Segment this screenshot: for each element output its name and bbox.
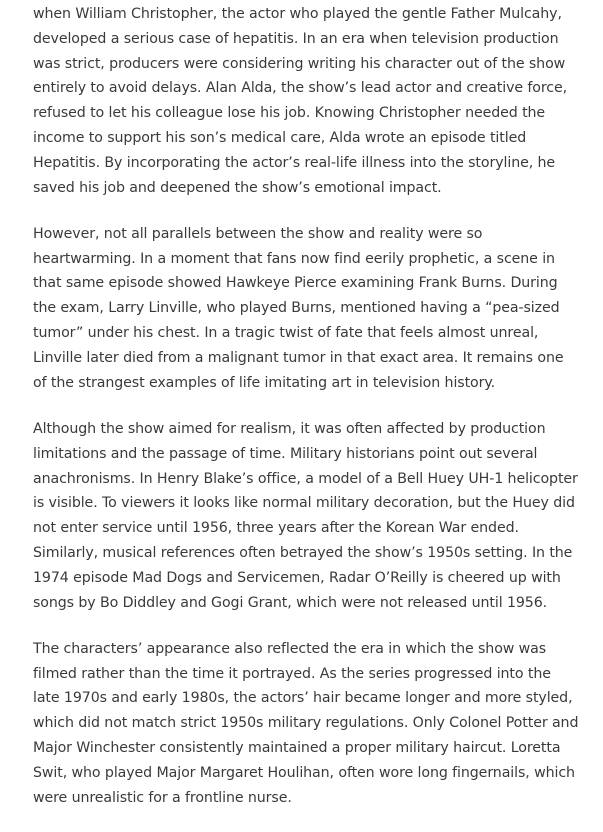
paragraph-anachronisms: Although the show aimed for realism, it was often affected by production limitations and the passage of time. Military historians point out several anachronisms. In Henry Blake’s office, a model of a Bell Huey UH-1 helicopter is visible. To viewers it looks like normal military decoration, but the Huey did not enter service until 1956, three years after the Korean War ended. Similarly, musical references often betrayed the show’s 1950s setting. In the 1974 episode Mad Dogs and Servicemen, Radar O’Reilly is cheered up with songs by Bo Diddley and Gogi Grant, which were not released until 1956. [33,420,578,611]
paragraph-appearance: The characters’ appearance also reflected the era in which the show was filmed rather than the time it portrayed. As the series progressed into the late 1970s and early 1980s, the actors’ hair became longer and more styled, which did not match strict 1950s military regulations. Only Colonel Potter and Major Winchester consistently maintained a proper military haircut. Loretta Swit, who played Major Margaret Houlihan, often wore long fingernails, which were unrealistic for a frontline nurse. [33,640,579,806]
paragraph-tumor: However, not all parallels between the show and reality were so heartwarming. In a moment that fans now find eerily prophetic, a scene in that same episode showed Hawkeye Pierce examining Frank Burns. During the exam, Larry Linville, who played Burns, mentioned having a “pea-sized tumor” under his chest. In a tragic twist of fate that feels almost unreal, Linville later died from a malignant tumor in that exact area. It remains one of the strangest examples of life imitating art in television history. [33,225,564,391]
paragraph-hepatitis: when William Christopher, the actor who played the gentle Father Mulcahy, developed a serious case of hepatitis. In an era when television production was strict, producers were considering writing his character out of the show entirely to avoid delays. Alan Alda, the show’s lead actor and creative force, refused to let his colleague lose his job. Knowing Christopher needed the income to support his son’s medical care, Alda wrote an episode titled Hepatitis. By incorporating the actor’s real-life illness into the storyline, he saved his job and deepened the show’s emotional impact. [33,6,568,196]
article-body [33,2,581,832]
